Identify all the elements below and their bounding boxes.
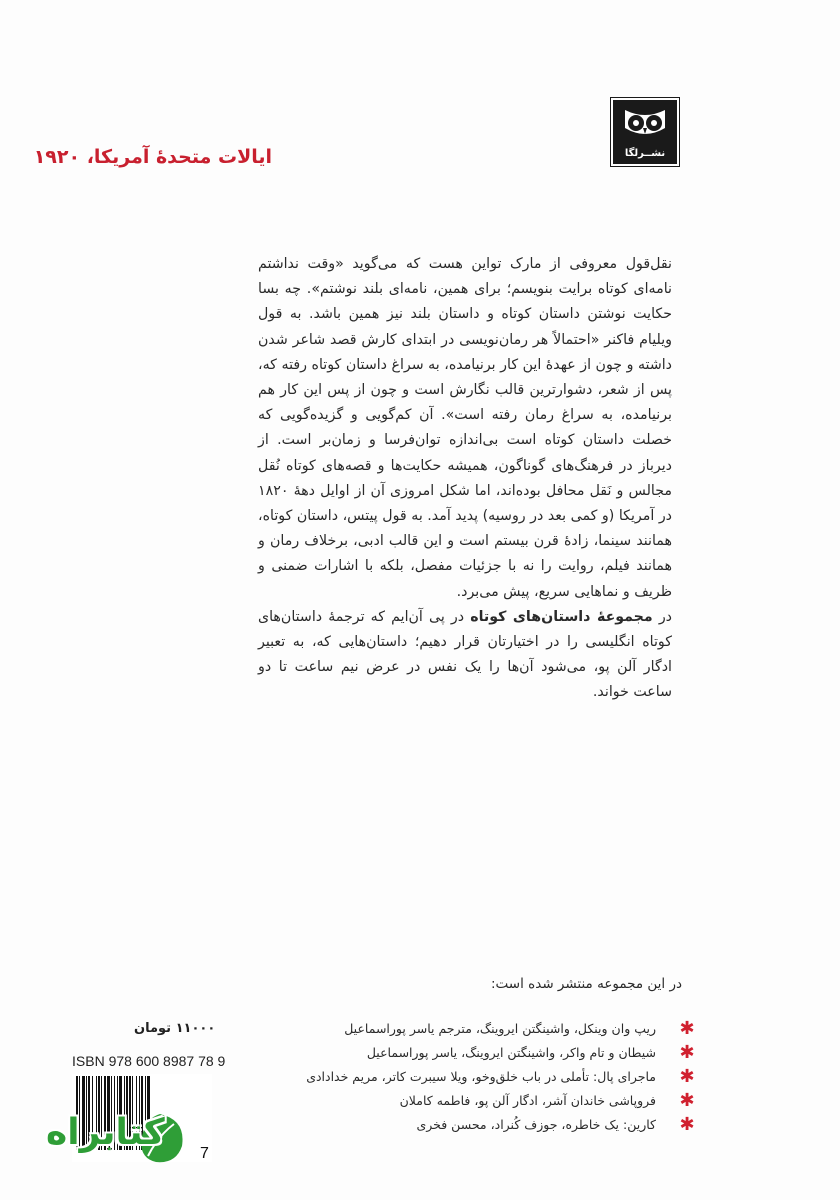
list-item-text: ریپ وان وینکل، واشینگتن ایروینگ، مترجم یاسر پوراسماعیل <box>344 1020 656 1036</box>
price: ۱۱۰۰۰ تومان <box>134 1021 216 1036</box>
asterisk-icon: ✱ <box>679 1089 695 1111</box>
blurb-text-segment: در پی آن‌ایم که ترجمهٔ داستان‌های کوتاه انگلیسی را در اختیارتان قرار دهیم؛ داستان‌هایی که، به تعبیر ادگار آلن پو، می‌شود آن‌ها را یک نفس در عرض نیم ساعت تا دو ساعت خواند. <box>258 608 672 701</box>
list-item-text: ماجرای پال: تأملی در باب خلق‌وخو، ویلا سیبرت کاتر، مریم خدادادی <box>306 1068 656 1084</box>
blurb-text <box>258 252 672 706</box>
list-item <box>306 1088 700 1112</box>
list-item <box>306 1016 700 1040</box>
asterisk-icon: ✱ <box>679 1065 695 1087</box>
list-item-text: کارین: یک خاطره، جوزف کُنراد، محسن فخری <box>416 1116 656 1132</box>
series-name-bold: مجموعهٔ داستان‌های کوتاه <box>470 608 653 625</box>
barcode-digit: 7 <box>200 1145 209 1162</box>
asterisk-icon: ✱ <box>679 1041 695 1063</box>
blurb-paragraph <box>258 605 672 706</box>
watermark-text: کتابراه <box>46 1112 165 1153</box>
list-item <box>306 1040 700 1064</box>
list-item-text: فروپاشی خاندان آشر، ادگار آلن پو، فاطمه کاملان <box>399 1092 656 1108</box>
isbn: ISBN 978 600 8987 78 9 <box>72 1053 226 1069</box>
list-item-text: شیطان و تام واکر، واشینگتن ایروینگ، یاسر پوراسماعیل <box>366 1044 656 1060</box>
series-list <box>306 1016 700 1136</box>
blurb-text-segment: در <box>652 608 672 625</box>
list-item <box>306 1112 700 1136</box>
series-list-heading: در این مجموعه منتشر شده است: <box>491 976 682 992</box>
publisher-logo <box>611 98 679 166</box>
owl-icon <box>621 106 669 142</box>
asterisk-icon: ✱ <box>679 1113 695 1135</box>
watermark-logo <box>38 1106 188 1168</box>
list-item <box>306 1064 700 1088</box>
series-title: ایالات متحدهٔ آمریکا، ۱۹۲۰ <box>33 146 272 168</box>
blurb-paragraph: نقل‌قول معروفی از مارک تواین هست که می‌گوید «وقت نداشتم نامه‌ای کوتاه برایت بنویسم؛ برای همین، نامه‌ای بلند نوشتم». چه بسا حکایت نوشتن داستان کوتاه و داستان بلند نیز همین باشد. به قول ویلیام فاکنر «احتمالاً هر رمان‌نویسی در ابتدای کارش قصد شاعر شدن داشته و چون از عهدهٔ این کار برنیامده، به سراغ داستان کوتاه رفته که، پس از شعر، دشوارترین قالب نگارش است و چون از پس این کار هم برنیامده، به سراغ رمان رفته است». آن کم‌گویی و گزیده‌گویی که خصلت داستان کوتاه است بی‌اندازه توان‌فرسا و زمان‌بر است. از دیرباز در فرهنگ‌های گوناگون، همیشه حکایت‌ها و قصه‌های کوتاه نُقل مجالس و نَقل محافل بوده‌اند، اما شکل امروزی آن از اوایل دههٔ ۱۸۲۰ در آمریکا (و کمی بعد در روسیه) پدید آمد. به قول پیتس، داستان کوتاه، همانند سینما، زادهٔ قرن بیستم است و این قالب ادبی، برخلاف رمان و همانند فیلم، روایت را نه با جزئیات مفصل، بلکه با اشارات ضمنی و ظریف و نماهایی سریع، پیش می‌برد. <box>258 256 672 600</box>
publisher-logo-text: نشــرلگا <box>624 148 666 159</box>
asterisk-icon: ✱ <box>679 1017 695 1039</box>
